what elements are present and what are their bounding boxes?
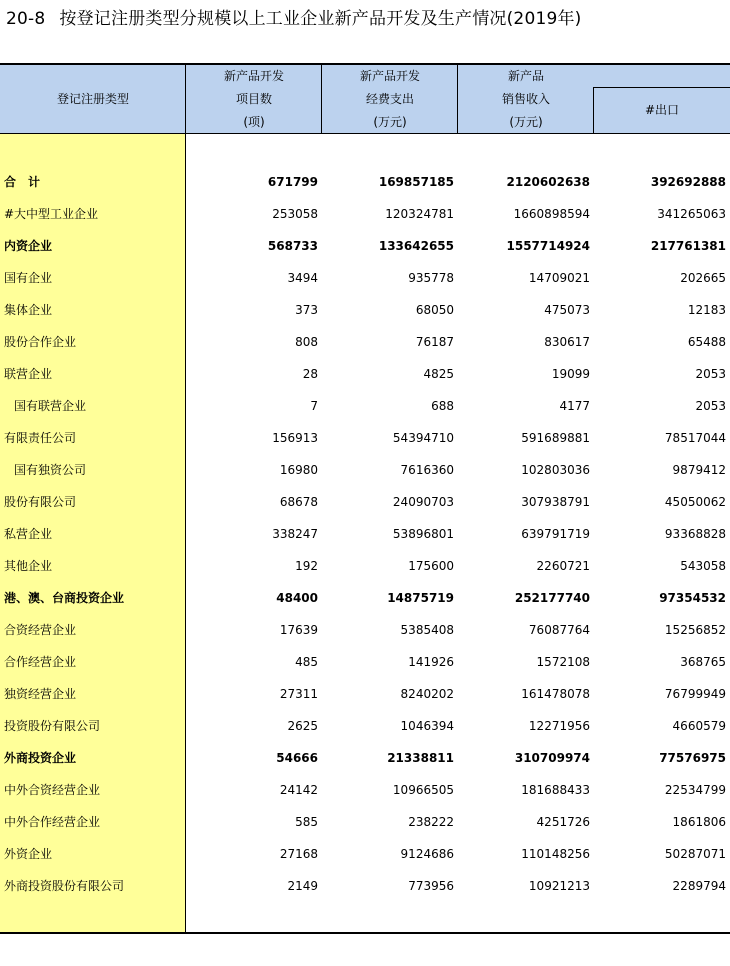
cell-value: 935778	[408, 271, 454, 285]
cell-value: 24090703	[392, 495, 454, 509]
cell-value: 808	[295, 335, 318, 349]
row-label: 联营企业	[4, 367, 53, 381]
cell-value: 1046394	[400, 719, 454, 733]
table-row	[0, 454, 730, 486]
cell-value: 307938791	[521, 495, 590, 509]
cell-value: 110148256	[521, 847, 590, 861]
table-number: 20-8	[6, 9, 46, 29]
header-divider	[321, 65, 322, 133]
cell-value: 543058	[680, 559, 726, 573]
table-row	[0, 774, 730, 806]
table-row	[0, 422, 730, 454]
table-row	[0, 486, 730, 518]
cell-value: 68050	[415, 303, 454, 317]
cell-value: 27168	[279, 847, 318, 861]
cell-value: 54394710	[392, 431, 454, 445]
cell-value: 688	[431, 399, 454, 413]
cell-value: 2289794	[672, 879, 726, 893]
cell-value: 639791719	[521, 527, 590, 541]
cell-value: 4251726	[536, 815, 590, 829]
cell-value: 175600	[408, 559, 454, 573]
header-rd-expenditure-line1: 新产品开发	[359, 69, 420, 83]
cell-value: 12271956	[528, 719, 590, 733]
cell-value: 1572108	[536, 655, 590, 669]
cell-value: 17639	[279, 623, 318, 637]
cell-value: 4660579	[672, 719, 726, 733]
table-row	[0, 678, 730, 710]
cell-value: 1861806	[672, 815, 726, 829]
cell-value: 156913	[272, 431, 318, 445]
row-label: 外商投资股份有限公司	[4, 879, 125, 893]
cell-value: 16980	[279, 463, 318, 477]
cell-value: 45050062	[664, 495, 726, 509]
cell-value: 585	[295, 815, 318, 829]
row-label: 合作经营企业	[4, 655, 77, 669]
cell-value: 5385408	[400, 623, 454, 637]
header-project-count-line1: 新产品开发	[223, 69, 284, 83]
cell-value: 2625	[287, 719, 318, 733]
bottom-rule	[0, 932, 730, 934]
cell-value: 475073	[544, 303, 590, 317]
table-row	[0, 646, 730, 678]
cell-value: 392692888	[650, 175, 726, 189]
header-sales-revenue-unit: (万元)	[509, 115, 543, 129]
row-label: 私营企业	[4, 527, 53, 541]
header-divider	[593, 87, 594, 133]
table-row	[0, 614, 730, 646]
cell-value: 9879412	[672, 463, 726, 477]
row-label: 中外合作经营企业	[4, 815, 101, 829]
cell-value: 133642655	[378, 239, 454, 253]
cell-value: 368765	[680, 655, 726, 669]
row-label: 港、澳、台商投资企业	[4, 591, 125, 605]
row-label: 集体企业	[4, 303, 53, 317]
cell-value: 78517044	[664, 431, 726, 445]
table-row	[0, 230, 730, 262]
cell-value: 373	[295, 303, 318, 317]
header-sales-revenue-line2: 销售收入	[501, 92, 550, 106]
header-sales-revenue-line1: 新产品	[507, 69, 544, 83]
table-row	[0, 870, 730, 902]
table-row	[0, 710, 730, 742]
table-title	[6, 6, 730, 32]
cell-value: 12183	[687, 303, 726, 317]
table-row	[0, 582, 730, 614]
row-label: 其他企业	[4, 559, 53, 573]
cell-value: 202665	[680, 271, 726, 285]
cell-value: 4825	[423, 367, 454, 381]
cell-value: 93368828	[664, 527, 726, 541]
table-row	[0, 166, 730, 198]
header-rule	[0, 133, 730, 134]
row-label: 有限责任公司	[4, 431, 77, 445]
row-label: 外资企业	[4, 847, 53, 861]
cell-value: 238222	[408, 815, 454, 829]
cell-value: 7616360	[400, 463, 454, 477]
header-sales-revenue	[458, 65, 594, 134]
cell-value: 14875719	[387, 591, 454, 605]
cell-value: 591689881	[521, 431, 590, 445]
cell-value: 22534799	[664, 783, 726, 797]
table-row	[0, 742, 730, 774]
cell-value: 76087764	[528, 623, 590, 637]
row-label: 中外合资经营企业	[4, 783, 101, 797]
cell-value: 97354532	[659, 591, 726, 605]
cell-value: 54666	[276, 751, 318, 765]
cell-value: 169857185	[378, 175, 454, 189]
table-row	[0, 294, 730, 326]
row-label: 股份合作企业	[4, 335, 77, 349]
header-project-count-unit: (项)	[243, 115, 265, 129]
row-label: 合资经营企业	[4, 623, 77, 637]
table-row	[0, 550, 730, 582]
cell-value: 3494	[287, 271, 318, 285]
cell-value: 253058	[272, 207, 318, 221]
cell-value: 4177	[559, 399, 590, 413]
table-title-text: 按登记注册类型分规模以上工业企业新产品开发及生产情况(2019年)	[59, 9, 582, 29]
row-label: 合 计	[4, 175, 41, 189]
cell-value: 65488	[687, 335, 726, 349]
cell-value: 2149	[287, 879, 318, 893]
cell-value: 338247	[272, 527, 318, 541]
table-row	[0, 838, 730, 870]
cell-value: 102803036	[521, 463, 590, 477]
cell-value: 76187	[415, 335, 454, 349]
cell-value: 14709021	[528, 271, 590, 285]
table-row	[0, 390, 730, 422]
cell-value: 19099	[551, 367, 590, 381]
table-row	[0, 262, 730, 294]
cell-value: 1557714924	[506, 239, 590, 253]
cell-value: 15256852	[664, 623, 726, 637]
cell-value: 8240202	[400, 687, 454, 701]
table-row	[0, 518, 730, 550]
cell-value: 568733	[267, 239, 318, 253]
table-row	[0, 198, 730, 230]
cell-value: 21338811	[387, 751, 454, 765]
cell-value: 252177740	[514, 591, 590, 605]
row-label: 外商投资企业	[4, 751, 77, 765]
cell-value: 773956	[408, 879, 454, 893]
header-subdivider	[594, 87, 730, 88]
row-label: 独资经营企业	[4, 687, 77, 701]
header-rd-expenditure	[322, 65, 458, 134]
row-label: 国有企业	[4, 271, 53, 285]
row-label: 投资股份有限公司	[4, 719, 101, 733]
cell-value: 10966505	[392, 783, 454, 797]
cell-value: 27311	[279, 687, 318, 701]
cell-value: 50287071	[664, 847, 726, 861]
row-label: #大中型工业企业	[4, 207, 99, 221]
header-export: #出口	[644, 103, 680, 117]
cell-value: 2120602638	[506, 175, 590, 189]
cell-value: 161478078	[521, 687, 590, 701]
cell-value: 68678	[279, 495, 318, 509]
cell-value: 24142	[279, 783, 318, 797]
cell-value: 76799949	[664, 687, 726, 701]
cell-value: 53896801	[392, 527, 454, 541]
cell-value: 217761381	[650, 239, 726, 253]
header-rd-expenditure-line2: 经费支出	[365, 92, 414, 106]
cell-value: 192	[295, 559, 318, 573]
cell-value: 2053	[695, 399, 726, 413]
row-label: 股份有限公司	[4, 495, 77, 509]
header-divider	[457, 65, 458, 133]
cell-value: 310709974	[514, 751, 590, 765]
header-project-count	[186, 65, 322, 134]
cell-value: 485	[295, 655, 318, 669]
cell-value: 830617	[544, 335, 590, 349]
cell-value: 2053	[695, 367, 726, 381]
table-row	[0, 806, 730, 838]
table-row	[0, 326, 730, 358]
cell-value: 671799	[267, 175, 318, 189]
cell-value: 7	[310, 399, 318, 413]
cell-value: 28	[302, 367, 318, 381]
cell-value: 181688433	[521, 783, 590, 797]
header-stub: 登记注册类型	[56, 92, 129, 106]
row-label: 国有联营企业	[14, 399, 87, 413]
cell-value: 9124686	[400, 847, 454, 861]
cell-value: 120324781	[385, 207, 454, 221]
header-rd-expenditure-unit: (万元)	[373, 115, 407, 129]
cell-value: 77576975	[659, 751, 726, 765]
cell-value: 141926	[408, 655, 454, 669]
cell-value: 10921213	[528, 879, 590, 893]
cell-value: 2260721	[536, 559, 590, 573]
table-row	[0, 358, 730, 390]
cell-value: 1660898594	[513, 207, 590, 221]
row-label: 国有独资公司	[14, 463, 87, 477]
cell-value: 341265063	[657, 207, 726, 221]
header-project-count-line2: 项目数	[235, 92, 272, 106]
cell-value: 48400	[276, 591, 318, 605]
row-label: 内资企业	[4, 239, 53, 253]
